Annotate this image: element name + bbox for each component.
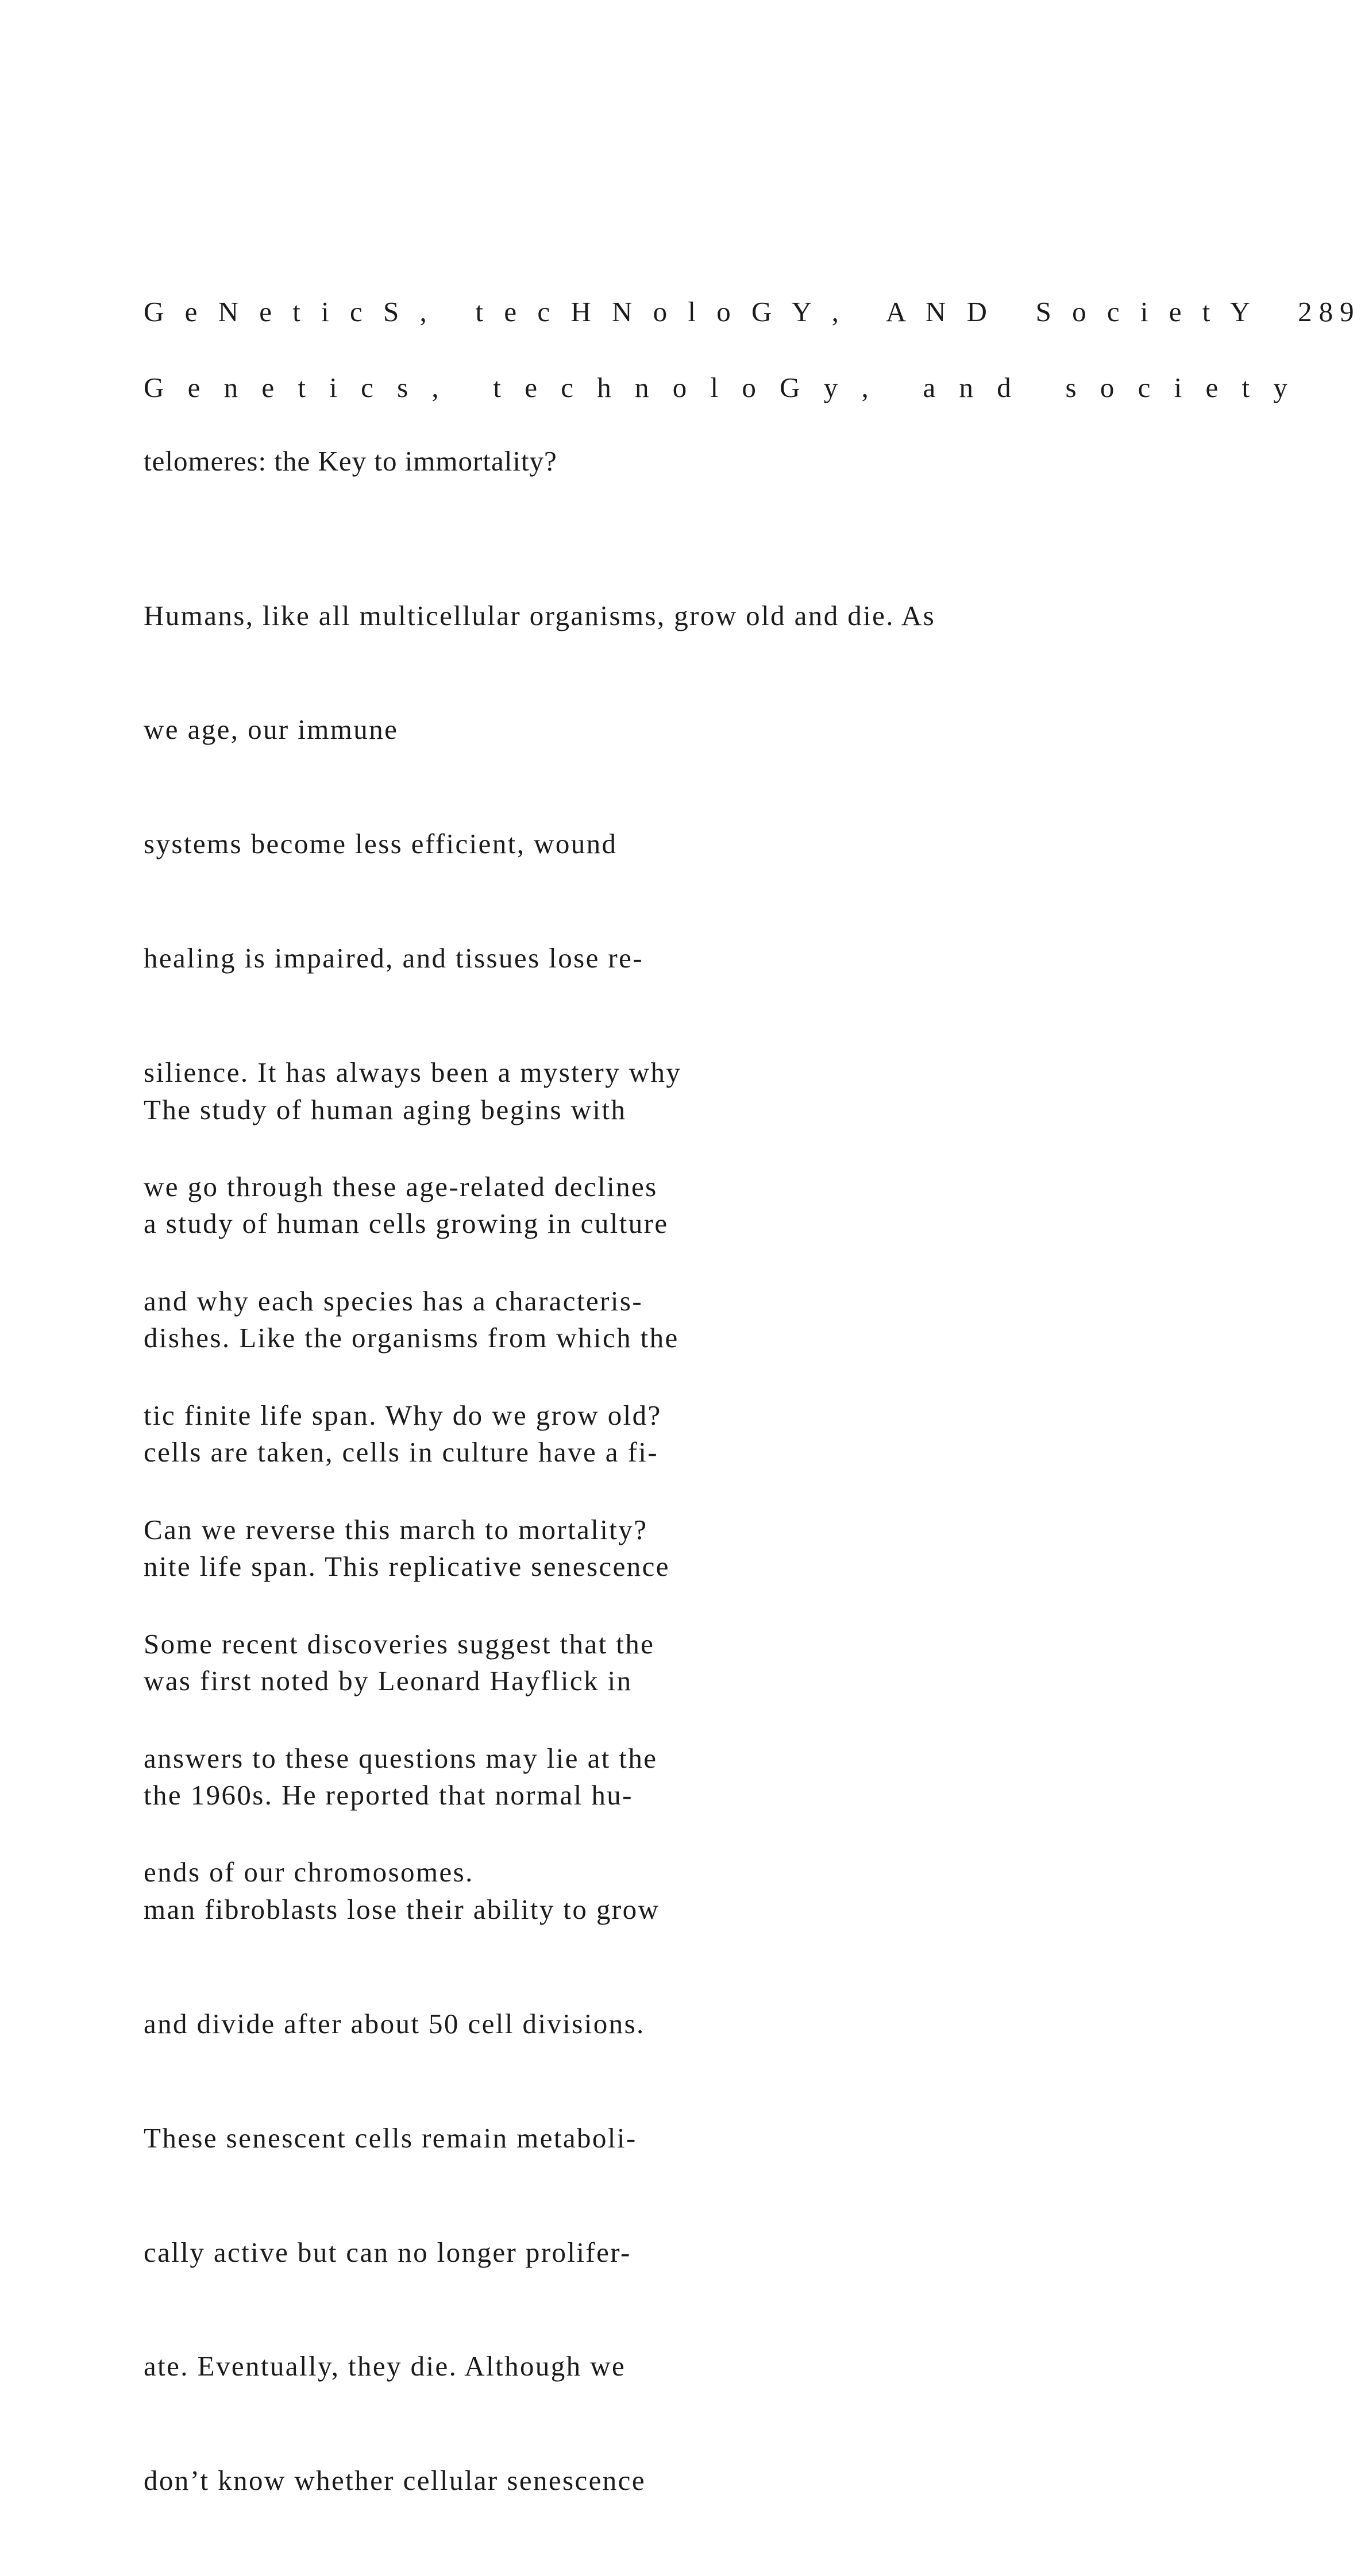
text-line: cally active but can no longer prolifer- [144,2236,631,2268]
text-line: dishes. Like the organisms from which the [144,1322,679,1354]
paragraph-2 [144,1015,679,2576]
article-title: telomeres: the Key to immortality? [144,445,557,477]
text-line: ends of our chromosomes. [144,1856,474,1888]
section-heading: G e n e t i c s , t e c h n o l o G y , a n d s o c i e t y [144,372,1296,403]
text-line: the 1960s. He reported that normal hu- [144,1779,633,1811]
text-line: Humans, like all multicellular organisms, grow old and die. As [144,599,936,631]
text-line: cells are taken, cells in culture have a fi- [144,1436,659,1468]
text-line: silience. It has always been a mystery why [144,1056,682,1089]
text-line: Some recent discoveries suggest that the [144,1628,655,1660]
text-line: answers to these questions may lie at the [144,1742,658,1774]
text-line: a study of human cells growing in culture [144,1208,669,1240]
text-line: and divide after about 50 cell divisions. [144,2007,645,2039]
running-head: G e N e t i c S , t e c H N o l o G Y , A N D S o c i e t Y 289 [144,296,1361,327]
text-line: healing is impaired, and tissues lose re- [144,942,643,974]
text-line: Can we reverse this march to mortality? [144,1513,648,1545]
text-line: tic finite life span. Why do we grow old? [144,1399,662,1431]
text-line: The study of human aging begins with [144,1093,627,1125]
text-line: nite life span. This replicative senescence [144,1551,670,1583]
text-line: don’t know whether cellular senescence [144,2465,646,2497]
text-line: These senescent cells remain metaboli- [144,2122,637,2154]
text-line: and why each species has a characteris- [144,1285,643,1317]
text-line: was first noted by Leonard Hayflick in [144,1665,633,1697]
text-line: ate. Eventually, they die. Although we [144,2350,626,2382]
text-line: we age, our immune [144,714,399,746]
text-line: systems become less efficient, wound [144,828,618,860]
text-line: we go through these age-related declines [144,1171,658,1203]
text-line: man fibroblasts lose their ability to grow [144,1893,660,1925]
